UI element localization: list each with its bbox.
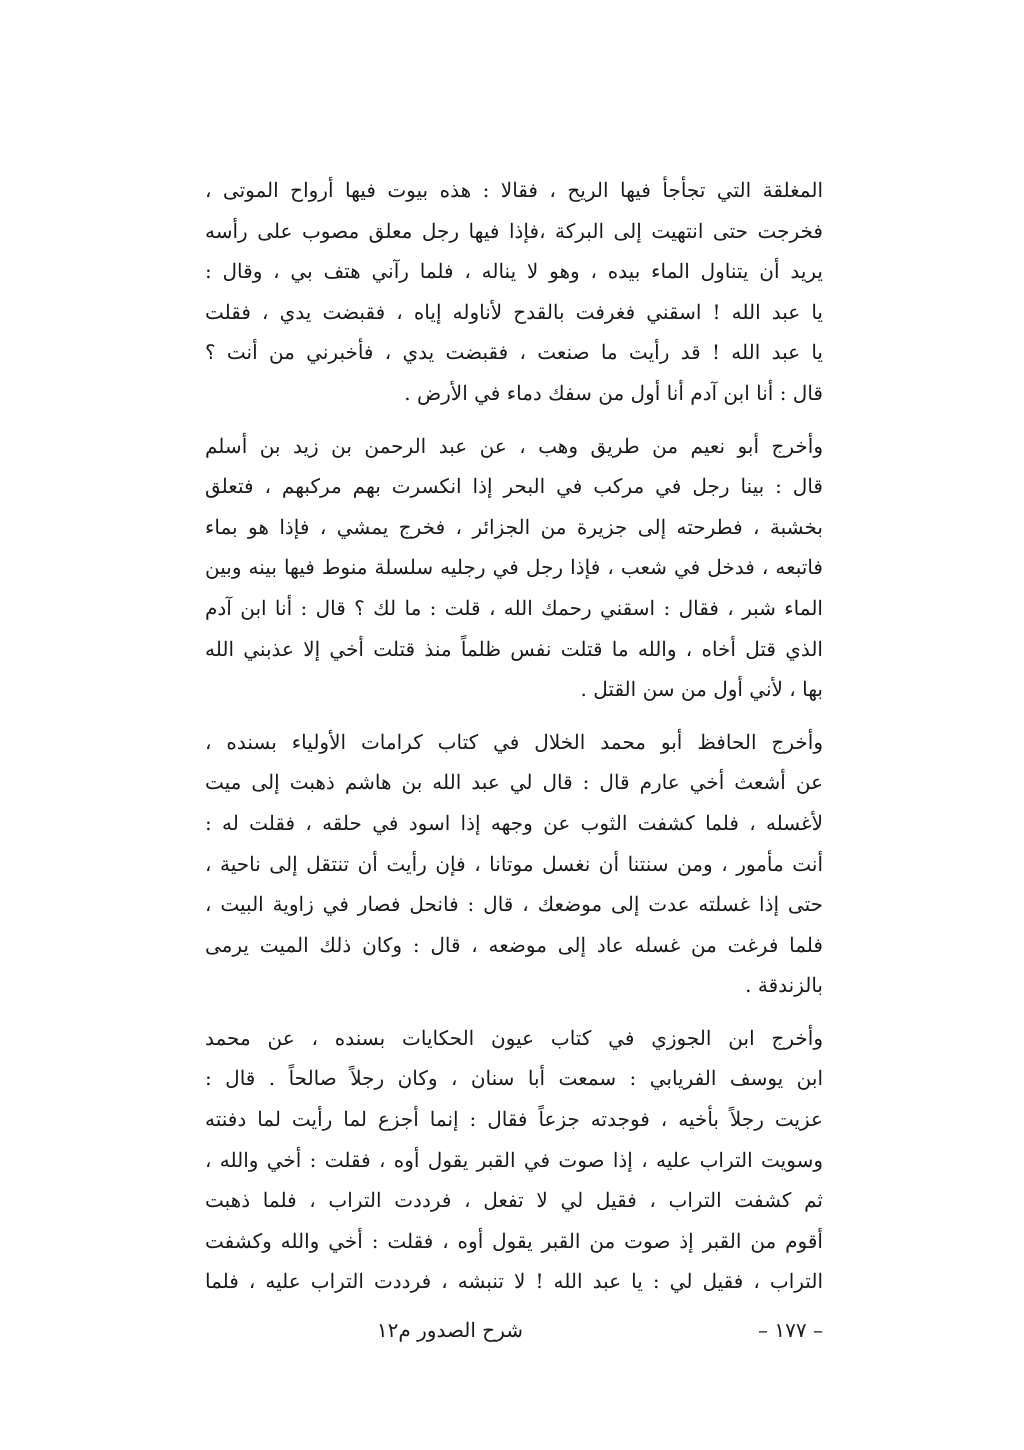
text-line: قال : أنا ابن آدم أنا أول من سفك دماء في الأرض . (404, 380, 823, 405)
text-line: عزيت رجلاً بأخيه ، فوجدته جزعاً فقال : إنما أجزع لما رأيت لما دفنته (205, 1107, 823, 1132)
text-line: المغلقة التي تجأجأ فيها الريح ، فقالا : هذه بيوت فيها أرواح الموتى ، (205, 178, 823, 202)
text-line: أقوم من القبر إذ صوت من القبر يقول أوه ، فقلت : أخي والله وكشفت (205, 1228, 823, 1253)
paragraph (205, 722, 823, 1006)
text-line: فخرجت حتى انتهيت إلى البركة ،فإذا فيها رجل معلق مصوب على رأسه (205, 218, 823, 243)
paragraph (205, 1018, 823, 1302)
paragraph (205, 426, 823, 710)
text-line: ثم كشفت التراب ، فقيل لي لا تفعل ، فرددت التراب ، فلما ذهبت (205, 1188, 823, 1213)
text-line: قال : بينا رجل في مركب في البحر إذا انكسرت بهم مركبهم ، فتعلق (205, 474, 823, 499)
text-line: وأخرج الحافظ أبو محمد الخلال في كتاب كرامات الأولياء بسنده ، (205, 729, 823, 754)
page-number: – ١٧٧ – (758, 1318, 823, 1342)
page-footer (205, 1318, 823, 1350)
text-line: يريد أن يتناول الماء بيده ، وهو لا يناله ، فلما رآني هتف بي ، وقال : (205, 259, 823, 284)
text-line: حتى إذا غسلته عدت إلى موضعك ، قال : فانحل فصار في زاوية البيت ، (205, 892, 823, 917)
text-line: يا عبد الله ! اسقني فغرفت بالقدح لأناوله إياه ، فقبضت يدي ، فقلت (205, 299, 823, 324)
text-line: بها ، لأني أول من سن القتل . (580, 677, 823, 702)
text-line: فاتبعه ، فدخل في شعب ، فإذا رجل في رجليه سلسلة منوط فيها بينه وبين (205, 555, 823, 580)
text-line: يا عبد الله ! قد رأيت ما صنعت ، فقبضت يدي ، فأخبرني من أنت ؟ (205, 340, 823, 365)
text-line: عن أشعث أخي عارم قال : قال لي عبد الله بن هاشم ذهبت إلى ميت (205, 770, 823, 795)
text-line: فلما فرغت من غسله عاد إلى موضعه ، قال : وكان ذلك الميت يرمى (205, 932, 823, 957)
text-line: ابن يوسف الفريابي : سمعت أبا سنان ، وكان رجلاً صالحاً . قال : (205, 1066, 823, 1091)
text-line: وسويت التراب عليه ، إذا صوت في القبر يقول أوه ، فقلت : أخي والله ، (205, 1147, 823, 1172)
text-line: بخشبة ، فطرحته إلى جزيرة من الجزائر ، فخرج يمشي ، فإذا هو بماء (205, 514, 823, 539)
text-line: الماء شبر ، فقال : اسقني رحمك الله ، قلت : ما لك ؟ قال : أنا ابن آدم (205, 595, 823, 620)
text-line: لأغسله ، فلما كشفت الثوب عن وجهه إذا اسود في حلقه ، فقلت له : (205, 810, 823, 835)
text-line: التراب ، فقيل لي : يا عبد الله ! لا تنبشه ، فرددت التراب عليه ، فلما (205, 1269, 823, 1294)
body-text (205, 170, 823, 1302)
book-title: شرح الصدور م١٢ (376, 1318, 523, 1342)
text-line: أنت مأمور ، ومن سنتنا أن نغسل موتانا ، فإن رأيت أن تنتقل إلى ناحية ، (205, 851, 823, 876)
text-line: وأخرج ابن الجوزي في كتاب عيون الحكايات بسنده ، عن محمد (205, 1025, 823, 1050)
text-line: وأخرج أبو نعيم من طريق وهب ، عن عبد الرحمن بن زيد بن أسلم (205, 433, 823, 458)
text-line: الذي قتل أخاه ، والله ما قتلت نفس ظلماً منذ قتلت أخي إلا عذبني الله (205, 636, 823, 661)
text-line: بالزندقة . (745, 973, 823, 998)
paragraph (205, 170, 823, 414)
